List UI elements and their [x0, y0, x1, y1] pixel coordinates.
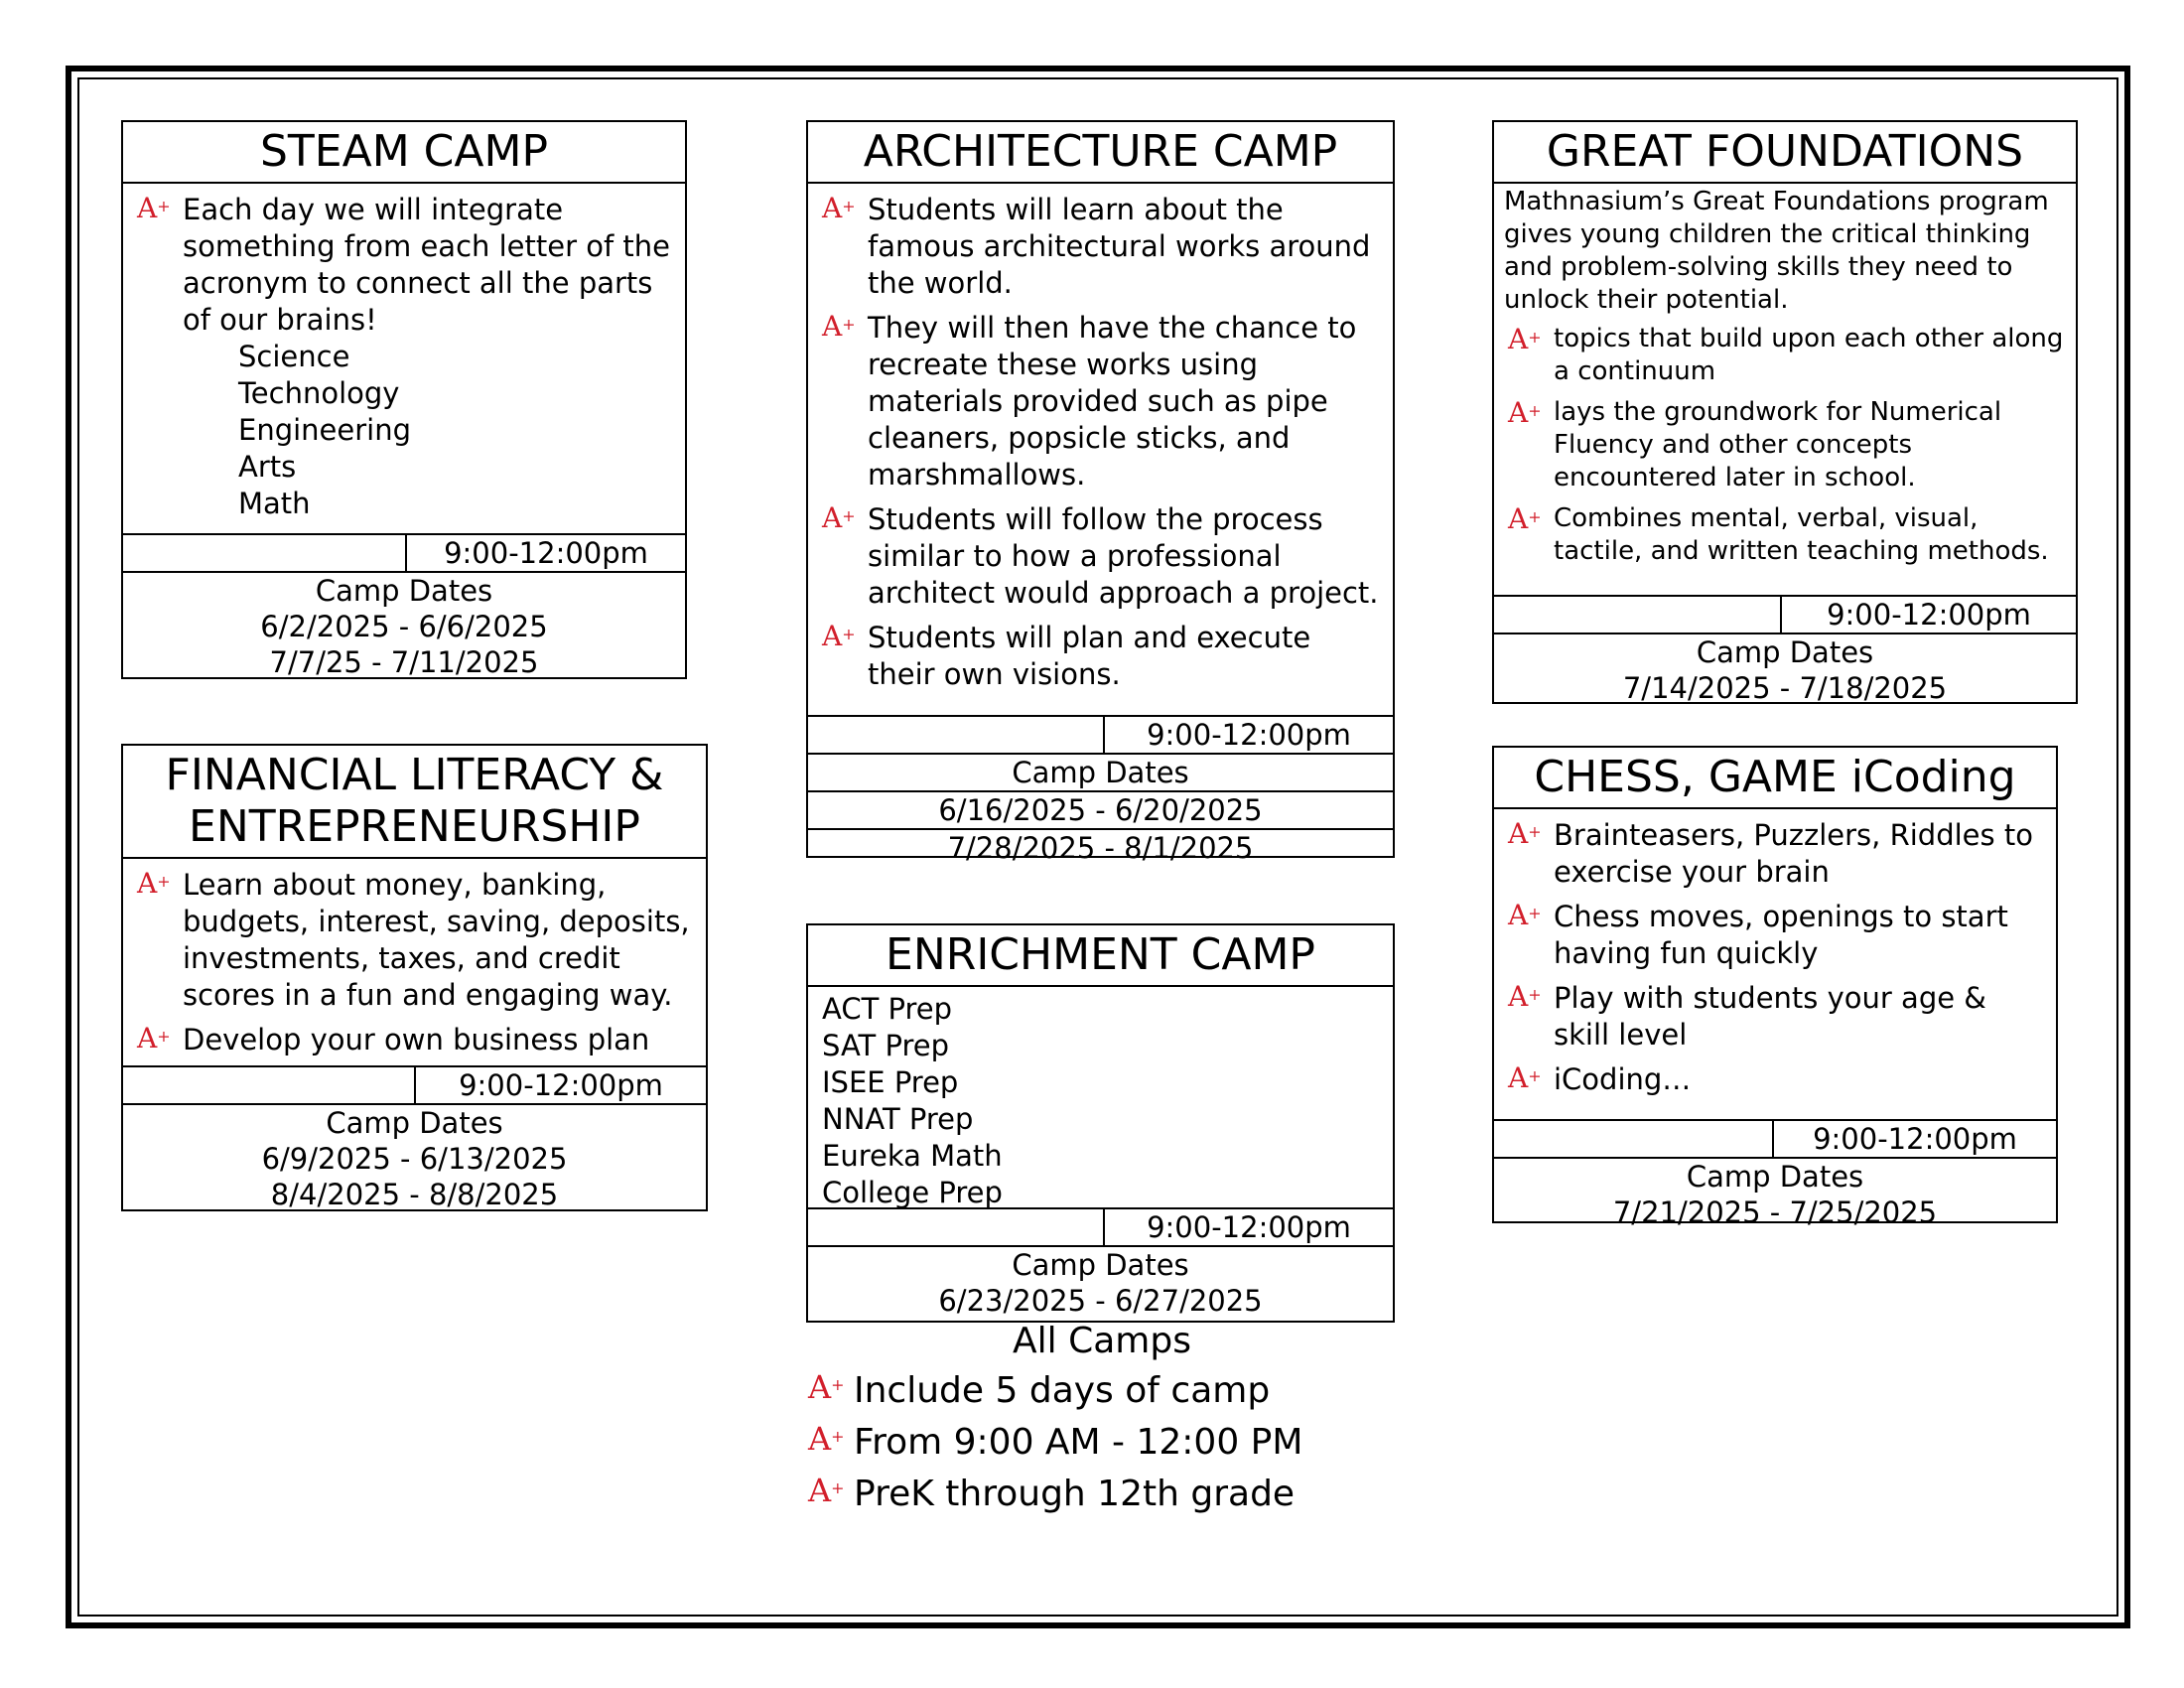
- steam-letter-arts: Arts: [238, 450, 297, 484]
- chess-bullet: A+ iCoding…: [1508, 1061, 1692, 1096]
- chess-dates-label: Camp Dates: [1686, 1160, 1864, 1194]
- a-plus-icon: A+: [808, 1472, 845, 1509]
- a-plus-icon: A+: [137, 867, 171, 900]
- a-plus-icon: A+: [1508, 502, 1542, 535]
- chess-time-row: [1494, 1119, 2056, 1157]
- steam-bullet: A+ Each day we will integrate something from each letter of the acronym to connect all the parts of our brains! Science Technology Engineering Arts Math: [133, 192, 675, 522]
- enrichment-time: 9:00-12:00pm: [1103, 1209, 1393, 1245]
- a-plus-icon: A+: [808, 1420, 845, 1458]
- steam-dates: [123, 571, 685, 680]
- a-plus-icon: A+: [1508, 396, 1542, 429]
- enrichment-item-nnat: NNAT Prep: [822, 1102, 974, 1136]
- enrichment-item-isee: ISEE Prep: [822, 1065, 959, 1099]
- enrichment-item-college: College Prep: [822, 1176, 1003, 1209]
- architecture-date-2: 7/28/2025 - 8/1/2025: [808, 828, 1393, 866]
- financial-literacy-title: FINANCIAL LITERACY & ENTREPRENEURSHIP: [123, 746, 706, 859]
- financial-date-1: 6/9/2025 - 6/13/2025: [261, 1142, 568, 1176]
- a-plus-icon: A+: [1508, 1061, 1542, 1094]
- steam-time: 9:00-12:00pm: [405, 535, 685, 571]
- architecture-camp-title: ARCHITECTURE CAMP: [808, 122, 1393, 184]
- a-plus-icon: A+: [1508, 899, 1542, 931]
- financial-time-row: [123, 1065, 706, 1103]
- enrichment-item-sat: SAT Prep: [822, 1029, 949, 1062]
- steam-camp-title: STEAM CAMP: [123, 122, 685, 184]
- chess-time: 9:00-12:00pm: [1772, 1121, 2056, 1157]
- all-camps-section: [804, 1319, 1400, 1521]
- financial-bullet: A+ Learn about money, banking, budgets, interest, saving, deposits, investments, taxes, and credit scores in a fun and engaging way.: [137, 867, 690, 1012]
- architecture-time: 9:00-12:00pm: [1103, 717, 1393, 753]
- great-foundations-bullet: A+ Combines mental, verbal, visual, tactile, and written teaching methods.: [1508, 502, 2049, 566]
- all-camps-heading: All Camps: [1013, 1321, 1191, 1361]
- a-plus-icon: A+: [137, 1022, 171, 1055]
- a-plus-icon: A+: [1508, 817, 1542, 850]
- architecture-bullet: A+ They will then have the chance to recreate these works using materials provided such as pipe cleaners, popsicle sticks, and marshmallows.: [822, 310, 1357, 492]
- architecture-time-row: [808, 715, 1393, 753]
- great-foundations-title: GREAT FOUNDATIONS: [1494, 122, 2076, 184]
- great-foundations-dates: [1494, 633, 2076, 706]
- great-foundations-intro: Mathnasium’s Great Foundations program gives young children the critical thinking and problem-solving skills they need to unlock their potential.: [1504, 187, 2049, 315]
- chess-camp-card: [1492, 746, 2058, 1229]
- enrichment-date-1: 6/23/2025 - 6/27/2025: [938, 1284, 1263, 1318]
- enrichment-dates: [808, 1245, 1393, 1319]
- steam-camp-card: [121, 120, 687, 679]
- all-camps-bullet: A+ PreK through 12th grade: [808, 1472, 1296, 1514]
- architecture-bullet: A+ Students will learn about the famous architectural works around the world.: [822, 192, 1371, 300]
- a-plus-icon: A+: [822, 501, 856, 534]
- chess-bullet: A+ Brainteasers, Puzzlers, Riddles to exercise your brain: [1508, 817, 2033, 889]
- enrichment-dates-label: Camp Dates: [1012, 1248, 1189, 1282]
- great-foundations-bullet: A+ topics that build upon each other along a continuum: [1508, 323, 2064, 386]
- great-foundations-card: [1492, 120, 2078, 704]
- a-plus-icon: A+: [1508, 980, 1542, 1013]
- steam-letter-science: Science: [238, 340, 350, 373]
- architecture-date-1: 6/16/2025 - 6/20/2025: [808, 790, 1393, 828]
- a-plus-icon: A+: [822, 310, 856, 343]
- great-foundations-bullet: A+ lays the groundwork for Numerical Fluency and other concepts encountered later in school.: [1508, 396, 2002, 492]
- chess-dates: [1494, 1157, 2056, 1230]
- enrichment-time-row: [808, 1207, 1393, 1245]
- architecture-bullet: A+ Students will plan and execute their own visions.: [822, 620, 1311, 691]
- chess-date-1: 7/21/2025 - 7/25/2025: [1612, 1196, 1938, 1229]
- steam-time-row: [123, 533, 685, 571]
- architecture-bullet: A+ Students will follow the process similar to how a professional architect would approach a project.: [822, 501, 1379, 610]
- a-plus-icon: A+: [822, 192, 856, 224]
- steam-letter-technology: Technology: [238, 376, 400, 410]
- financial-bullet: A+ Develop your own business plan: [137, 1022, 650, 1056]
- enrichment-camp-card: [806, 923, 1395, 1323]
- financial-time: 9:00-12:00pm: [414, 1067, 706, 1103]
- great-foundations-time-row: [1494, 595, 2076, 633]
- a-plus-icon: A+: [137, 192, 171, 224]
- architecture-dates-label: Camp Dates: [1012, 756, 1189, 789]
- all-camps-bullet: A+ Include 5 days of camp: [808, 1368, 1271, 1411]
- financial-dates-label: Camp Dates: [326, 1106, 503, 1140]
- chess-bullet: A+ Chess moves, openings to start having fun quickly: [1508, 899, 2008, 970]
- a-plus-icon: A+: [808, 1368, 845, 1406]
- steam-dates-label: Camp Dates: [315, 574, 493, 608]
- steam-letter-math: Math: [238, 487, 311, 520]
- steam-date-1: 6/2/2025 - 6/6/2025: [260, 610, 548, 643]
- architecture-dates: [808, 753, 1393, 866]
- architecture-camp-card: [806, 120, 1395, 865]
- financial-date-2: 8/4/2025 - 8/8/2025: [270, 1178, 559, 1211]
- steam-letter-engineering: Engineering: [238, 413, 411, 447]
- chess-camp-title: CHESS, GAME iCoding: [1494, 748, 2056, 809]
- financial-dates: [123, 1103, 706, 1212]
- enrichment-camp-title: ENRICHMENT CAMP: [808, 925, 1393, 987]
- chess-bullet: A+ Play with students your age & skill level: [1508, 980, 1986, 1052]
- steam-date-2: 7/7/25 - 7/11/2025: [269, 645, 539, 679]
- a-plus-icon: A+: [1508, 323, 1542, 355]
- enrichment-item-act: ACT Prep: [822, 992, 953, 1026]
- great-foundations-dates-label: Camp Dates: [1696, 635, 1874, 669]
- a-plus-icon: A+: [822, 620, 856, 652]
- all-camps-bullet: A+ From 9:00 AM - 12:00 PM: [808, 1420, 1303, 1463]
- financial-literacy-card: [121, 744, 708, 1211]
- great-foundations-date-1: 7/14/2025 - 7/18/2025: [1622, 671, 1948, 705]
- great-foundations-time: 9:00-12:00pm: [1780, 597, 2076, 633]
- enrichment-item-eureka: Eureka Math: [822, 1139, 1003, 1173]
